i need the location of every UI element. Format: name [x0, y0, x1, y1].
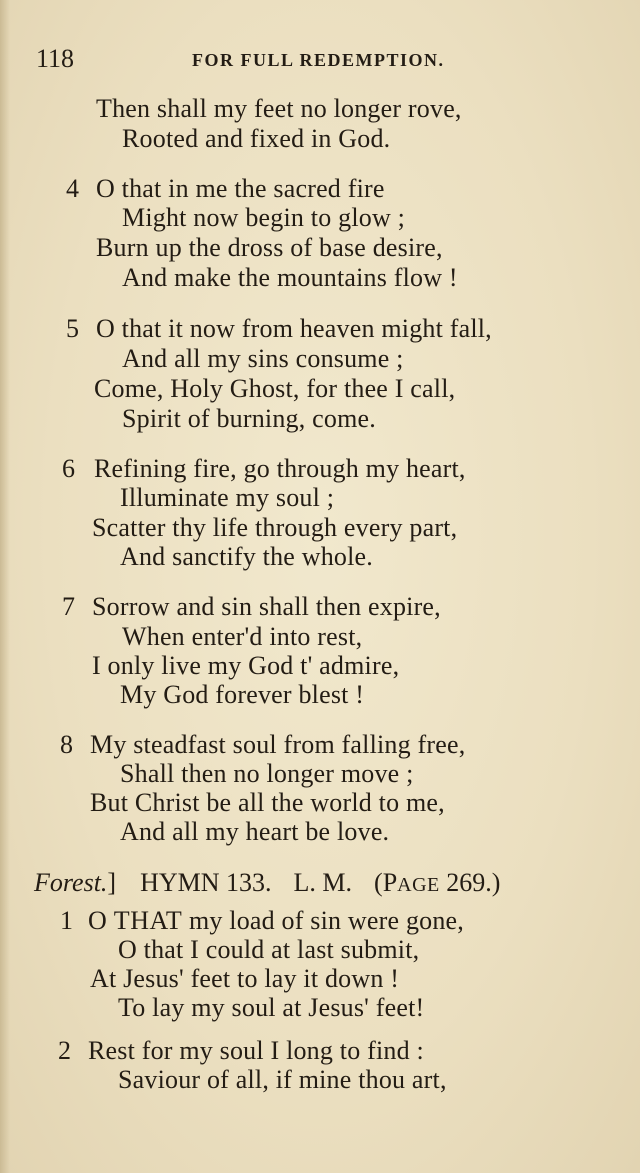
verse-line: Then shall my feet no longer rove,: [96, 94, 462, 123]
stanza-number: 8: [60, 730, 73, 759]
verse-line: Illuminate my soul ;: [120, 483, 335, 512]
tune-name: Forest.: [34, 868, 108, 897]
verse-line: Refining fire, go through my heart,: [94, 454, 466, 483]
verse-line: My steadfast soul from falling free,: [90, 730, 466, 759]
verse-line: I only live my God t' admire,: [92, 651, 400, 680]
verse-line: And all my heart be love.: [120, 817, 390, 846]
verse-line: Spirit of burning, come.: [122, 404, 376, 433]
stanza-number: 2: [58, 1036, 71, 1065]
verse-line: Might now begin to glow ;: [122, 203, 406, 232]
verse-line: And sanctify the whole.: [120, 542, 373, 571]
page-binding-shadow: [0, 0, 10, 1173]
page-number: 118: [36, 44, 75, 73]
running-title: FOR FULL REDEMPTION.: [192, 50, 445, 70]
verse-line: My God forever blest !: [120, 680, 365, 709]
verse-line: And make the mountains flow !: [122, 263, 458, 292]
verse-line: And all my sins consume ;: [122, 344, 404, 373]
hymn-number: HYMN 133.: [140, 868, 272, 897]
stanza-number: 5: [66, 314, 79, 343]
verse-line: O that in me the sacred fire: [96, 174, 385, 203]
hymn-meter: L. M.: [293, 868, 353, 897]
verse-line: Scatter thy life through every part,: [92, 513, 458, 542]
hymn-heading: [34, 868, 500, 900]
verse-line: To lay my soul at Jesus' feet!: [118, 993, 425, 1022]
verse-line: When enter'd into rest,: [122, 622, 363, 651]
stanza-number: 7: [62, 592, 75, 621]
stanza-number: 6: [62, 454, 75, 483]
verse-line: Rest for my soul I long to find :: [88, 1036, 424, 1065]
verse-line: O that I could at last submit,: [118, 935, 420, 964]
verse-line: O that it now from heaven might fall,: [96, 314, 492, 343]
opening-words: O THAT: [88, 906, 183, 935]
verse-line: Shall then no longer move ;: [120, 759, 414, 788]
verse-line: At Jesus' feet to lay it down !: [90, 964, 400, 993]
page-reference: (PAGE 269.): [374, 868, 501, 897]
verse-line: Sorrow and sin shall then expire,: [92, 592, 441, 621]
verse-line: Saviour of all, if mine thou art,: [118, 1065, 447, 1094]
stanza-number: 1: [60, 906, 73, 935]
verse-line: But Christ be all the world to me,: [90, 788, 445, 817]
stanza-number: 4: [66, 174, 79, 203]
verse-line: Rooted and fixed in God.: [122, 124, 391, 153]
heading-bracket: ]: [107, 868, 117, 897]
verse-line: O THAT my load of sin were gone,: [88, 906, 464, 935]
verse-line: Burn up the dross of base desire,: [96, 233, 443, 262]
verse-line: Come, Holy Ghost, for thee I call,: [94, 374, 456, 403]
